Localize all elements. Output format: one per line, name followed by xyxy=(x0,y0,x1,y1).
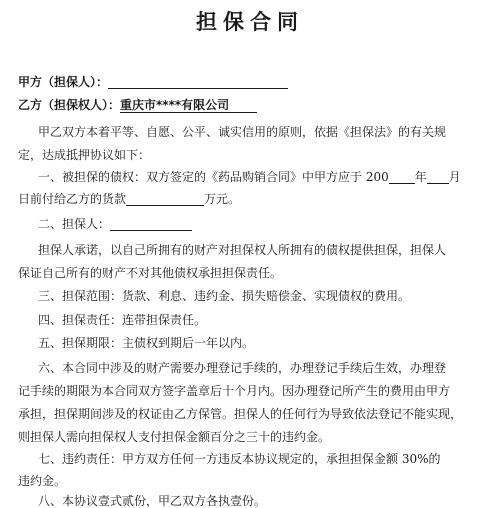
clause-6-line-1: 六、本合同中涉及的财产需要办理登记手续的，办理登记手续后生效，办理登 xyxy=(38,361,447,375)
party-b-name: 重庆市****有限公司 xyxy=(120,98,257,113)
commit-line-1: 担保人承诺，以自己所拥有的财产对担保权人所拥有的债权提供担保，担保人 xyxy=(38,243,447,257)
clause-1-text: 一、被担保的债权：双方签定的《药品购销合同》中甲方应于 xyxy=(38,170,363,184)
intro-line-2: 定，达成抵押协议如下： xyxy=(18,148,151,162)
clause-1-month-suffix: 月 xyxy=(448,170,461,184)
clause-5: 五、担保期限：主债权到期后一年以内。 xyxy=(38,336,255,350)
clause-3: 三、担保范围：货款、利息、违约金、损失赔偿金、实现债权的费用。 xyxy=(38,289,411,303)
clause-1-year-prefix: 200 xyxy=(365,170,389,184)
clause-8: 八、本协议壹式贰份，甲乙双方各执壹份。 xyxy=(38,494,267,508)
intro-line-1: 甲乙双方本着平等、自愿、公平、诚实信用的原则，依据《担保法》的有关规 xyxy=(38,125,447,139)
clause-2-line xyxy=(38,217,192,231)
clause-1-line-1 xyxy=(38,170,461,184)
page-title: 担保合同 xyxy=(196,10,304,34)
commit-line-2: 保证自己所有的财产不对其他债权承担担保责任。 xyxy=(18,266,283,280)
clause-1-year-suffix: 年 xyxy=(414,170,427,184)
party-a-line xyxy=(18,75,288,89)
month-blank xyxy=(427,171,449,184)
clause-7-line-1: 七、违约责任：甲方双方任何一方违反本协议规定的，承担担保金额 30%的 xyxy=(38,452,441,466)
amount-blank xyxy=(126,193,204,206)
clause-4: 四、担保责任：连带担保责任。 xyxy=(38,313,207,327)
party-b-label: 乙方（担保权人）： xyxy=(18,98,121,112)
party-b-line xyxy=(18,98,257,113)
party-a-label: 甲方（担保人）： xyxy=(18,75,109,89)
clause-6-line-4: 则担保人需向担保权人支付担保金额百分之三十的违约金。 xyxy=(18,430,331,444)
clause-1-line-2 xyxy=(18,192,240,206)
clause-2-label: 二、担保人： xyxy=(38,217,111,231)
clause-1-line2-a: 日前付给乙方的货款 xyxy=(18,192,127,206)
guarantor-blank xyxy=(110,218,192,231)
clause-6-line-3: 承担，担保期间涉及的权证由乙方保管。担保人的任何行为导致依法登记不能实现， xyxy=(18,407,463,421)
clause-7-line-2: 违约金。 xyxy=(18,474,67,488)
clause-1-line2-b: 万元。 xyxy=(204,192,241,206)
clause-6-line-2: 记手续的期限为本合同双方签字盖章后十个月内。因办理登记所产生的费用由甲方 xyxy=(18,384,451,398)
party-a-blank xyxy=(108,76,288,89)
year-blank xyxy=(389,171,415,184)
